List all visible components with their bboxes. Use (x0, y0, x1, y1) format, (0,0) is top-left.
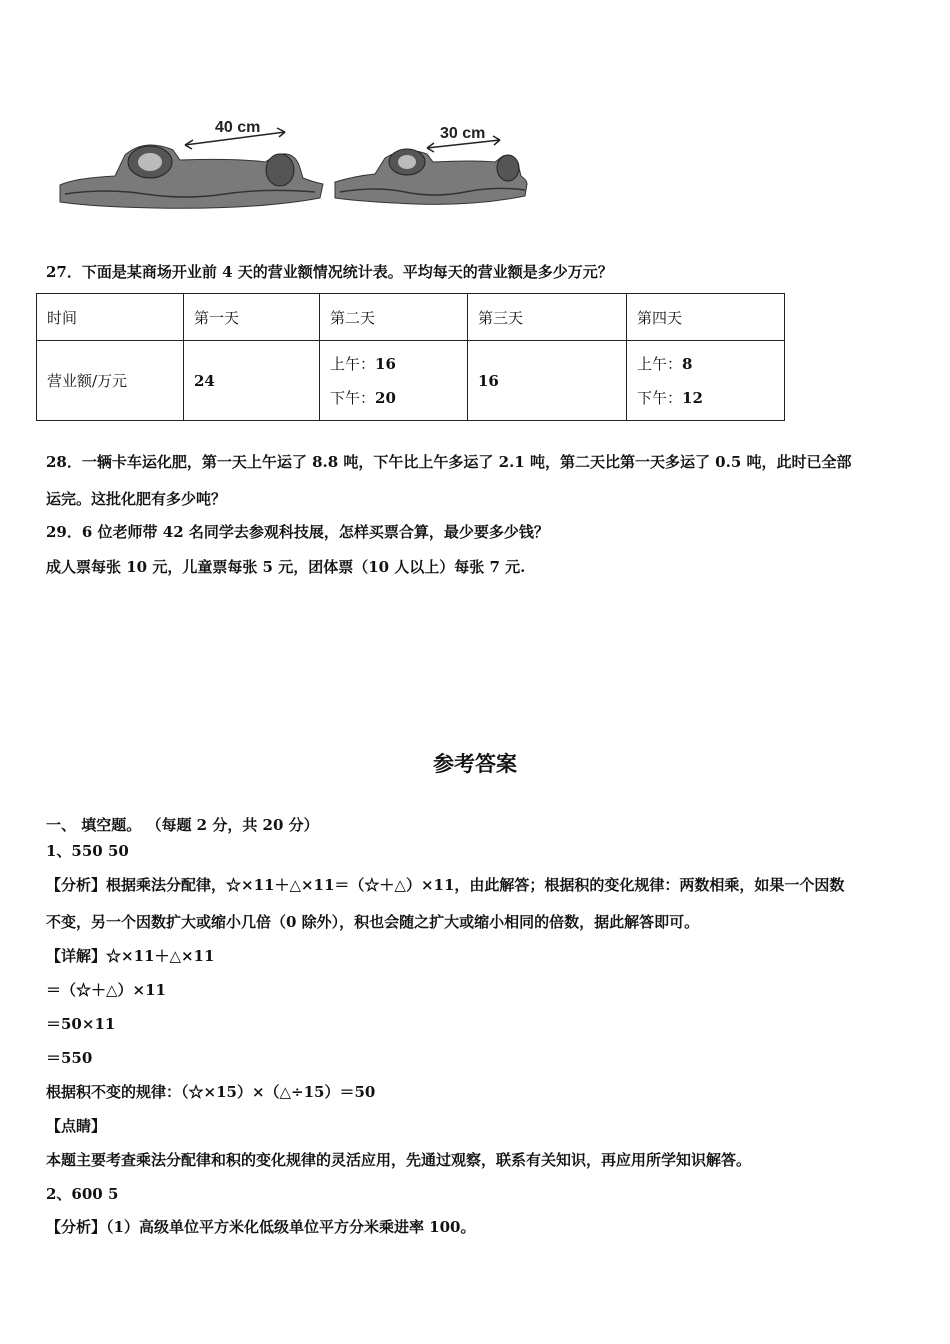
question-27-text: 27．下面是某商场开业前 4 天的营业额情况统计表。平均每天的营业额是多少万元？ (46, 263, 613, 281)
header-day1: 第一天 (184, 294, 320, 341)
right-crocodile (335, 136, 527, 204)
revenue-table (36, 293, 785, 421)
day2-am-value: 16 (375, 354, 396, 373)
answer-1-detail: 【详解】☆×11＋△×11 (46, 947, 215, 965)
question-29-line2: 成人票每张 10 元，儿童票每张 5 元，团体票（10 人以上）每张 7 元. (46, 558, 526, 576)
answer-1-step1: ＝（☆＋△）×11 (46, 981, 166, 999)
answer-1-analysis-line2: 不变，另一个因数扩大或缩小几倍（0 除外），积也会随之扩大或缩小相同的倍数，据此解答即可。 (46, 913, 700, 931)
question-28-line1: 28．一辆卡车运化肥，第一天上午运了 8.8 吨，下午比上午多运了 2.1 吨，第二天比第一天多运了 0.5 吨，此时已全部 (46, 453, 852, 471)
day1-value: 24 (184, 341, 320, 421)
section-heading: 一、 填空题。 （每题 2 分，共 20 分） (46, 816, 319, 834)
day4-pm-value: 12 (682, 388, 703, 407)
header-time: 时间 (37, 294, 184, 341)
day2-pm-label: 下午： (330, 388, 376, 407)
day4-am-value: 8 (682, 354, 693, 373)
answer-1-rule: 根据积不变的规律：（☆×15）×（△÷15）＝50 (46, 1083, 376, 1101)
answer-1-comment-label: 【点睛】 (46, 1117, 107, 1135)
day4-pm-label: 下午： (637, 388, 683, 407)
row-label: 营业额/万元 (37, 341, 184, 421)
table-header-row (37, 294, 785, 341)
question-29-line1: 29．6 位老师带 42 名同学去参观科技展，怎样买票合算，最少要多少钱？ (46, 523, 549, 541)
answer-1: 1、550 50 (46, 842, 129, 860)
answer-1-comment: 本题主要考查乘法分配律和积的变化规律的灵活应用，先通过观察，联系有关知识，再应用所学知识解答。 (46, 1151, 752, 1169)
day4-cell (627, 341, 785, 421)
day2-pm-value: 20 (375, 388, 396, 407)
answer-1-step3: ＝550 (46, 1049, 93, 1067)
header-day4: 第四天 (627, 294, 785, 341)
label-30cm: 30 cm (440, 125, 486, 142)
left-crocodile (60, 128, 323, 208)
day3-value: 16 (468, 341, 627, 421)
answer-2-analysis: 【分析】（1）高级单位平方米化低级单位平方分米乘进率 100。 (46, 1218, 476, 1236)
answers-title: 参考答案 (433, 751, 517, 776)
header-day2: 第二天 (320, 294, 468, 341)
answer-1-analysis-line1: 【分析】根据乘法分配律，☆×11＋△×11＝（☆＋△）×11，由此解答；根据积的变化规律：两数相乘，如果一个因数 (46, 876, 845, 894)
header-day3: 第三天 (468, 294, 627, 341)
day2-cell (320, 341, 468, 421)
day2-am-label: 上午： (330, 354, 376, 373)
table-data-row (37, 341, 785, 421)
day4-am-label: 上午： (637, 354, 683, 373)
crocodile-figure (55, 110, 535, 224)
question-28-line2: 运完。这批化肥有多少吨？ (46, 490, 227, 508)
crocodile-illustration (55, 110, 535, 220)
label-40cm: 40 cm (215, 119, 261, 136)
answer-1-step2: ＝50×11 (46, 1015, 116, 1033)
answer-2: 2、600 5 (46, 1185, 119, 1203)
